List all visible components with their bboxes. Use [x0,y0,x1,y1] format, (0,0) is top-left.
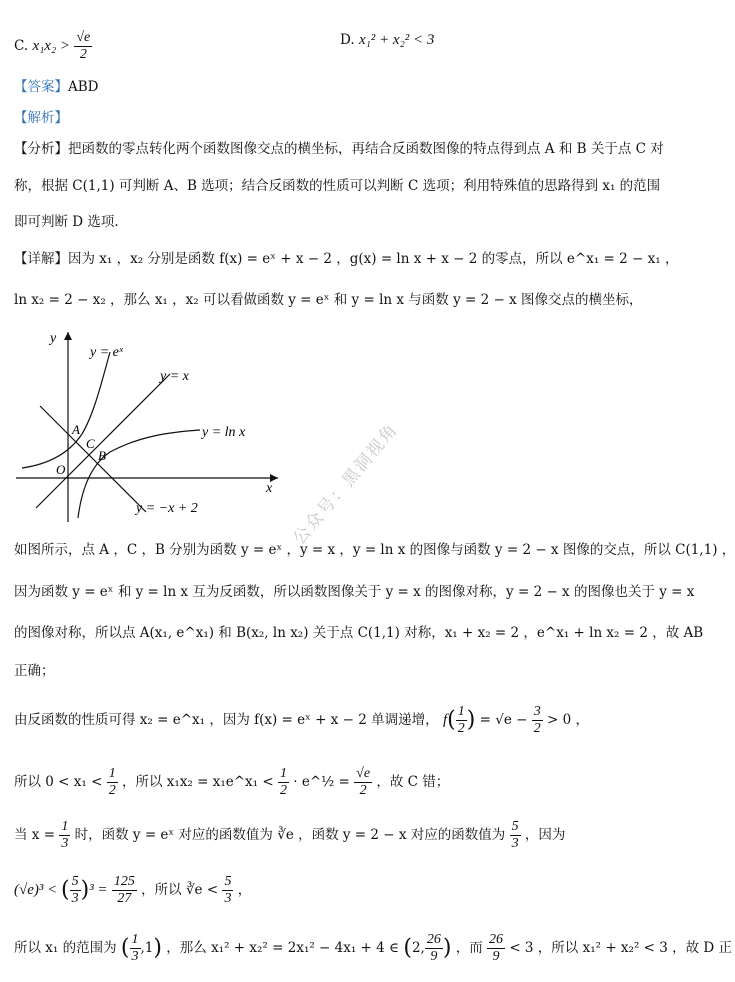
d: 3 [61,836,69,851]
n: 26 [489,932,504,947]
answer-tag: 【答案】 [14,79,68,95]
n: 26 [426,932,441,947]
one: 1 [144,940,154,956]
d: 2 [280,783,287,798]
p9-b: ，那么 x₁² + x₂² = 2x₁² − 4x₁ + 4 ∈ [166,940,400,956]
body-p6 [14,766,674,799]
p5-text: 由反函数的性质可得 x₂ = e^x₁ ，因为 f(x) = eˣ + x − 2 单调递增， [14,712,439,728]
label-line: y = −x + 2 [136,501,198,516]
point-a: A [72,422,80,437]
option-c-fraction [74,30,92,63]
n: 1 [61,819,69,834]
label-x-axis: x [266,481,273,496]
d: 9 [430,949,438,964]
p6-frac-3 [354,766,372,799]
option-c-label: C. [14,38,29,54]
frac-den: 2 [79,47,87,62]
body-p9: 所以 x₁ 的范围为 ( $\frac{1}{3}$ ,1) ，那么 x₁² + x₂² = 2x₁² − 4x₁ + 4 ∈ (2, $\frac{26}{9}$ ) ，而 $\frac{26}{9}$ < 3 ，所以 x₁² + x₂² < 3 ，故 D 正 [14,932,733,964]
watermark: 公众号：黑洞视角 [289,419,403,549]
p7-frac-five-thirds [510,819,521,852]
p8-c: ，所以 ∛e < [141,882,219,898]
fenxi-tag: 【分析】 [14,141,68,157]
detail-tag: 【详解】 [14,251,68,267]
detail-text-1: 因为 x₁ ，x₂ 分别是函数 f(x) = eˣ + x − 2 ，g(x) = ln x + x − 2 的零点，所以 e^x₁ = 2 − x₁ ， [68,251,679,267]
p6-frac-1 [107,766,118,799]
p5-end: > 0 ， [547,712,589,728]
p6-b: ，所以 x₁x₂ = x₁e^x₁ < [122,774,274,790]
d: 2 [533,721,541,736]
d: 3 [71,891,79,906]
function-graph [10,326,290,526]
p7-frac-third [59,819,70,852]
label-identity: y = x [160,369,189,384]
label-log: y = ln x [202,425,246,440]
frac-num: √e [76,30,91,45]
detail-line-2: ln x₂ = 2 − x₂ ，那么 x₁ ，x₂ 可以看做函数 y = eˣ 和 y = ln x 与函数 y = 2 − x 图像交点的横坐标， [14,292,643,308]
d: 2 [108,783,116,798]
option-d [340,30,674,50]
fenxi-text-1: 把函数的零点转化两个函数图像交点的横坐标，再结合反函数图像的特点得到点 A 和 B 关于点 C 对 [68,141,664,157]
y-axis-arrow [64,332,72,340]
body-p8: (√e)³ < ( $\frac{5}{3}$ )³ = $\frac{125}{27}$ ，所以 ∛e < $\frac{5}{3}$ ， [14,874,252,906]
d: 2 [457,721,465,736]
p8-frac-2 [112,874,137,907]
body-p2: 因为函数 y = eˣ 和 y = ln x 互为反函数，所以函数图像关于 y = x 的图像对称，y = 2 − x 的图像也关于 y = x [14,584,695,600]
answer-value: ABD [68,79,99,95]
p9-a: 所以 x₁ 的范围为 [14,940,117,956]
p8-d: ， [237,882,252,898]
fenxi-line-2: 称，根据 C(1,1) 可判断 A、B 选项；结合反函数的性质可以判断 C 选项；利用特殊值的思路得到 x₁ 的范围 [14,178,661,194]
p7-c: ，因为 [524,827,566,843]
p5-frac-three-halves [532,704,543,737]
p9-frac-2 [425,932,443,965]
p5-frac-half [456,704,467,737]
p7-b: 时，函数 y = eˣ 对应的函数值为 ∛e ，函数 y = 2 − x 对应的函数值为 [74,827,506,843]
n: 5 [224,874,232,889]
p6-a: 所以 0 < x₁ < [14,774,103,790]
p6-d: ，故 C 错； [376,774,450,790]
d: 9 [492,949,500,964]
label-exp: y = eˣ [90,345,123,360]
option-d-label: D. [340,32,355,48]
point-c: C [86,436,95,451]
n: 125 [113,874,135,889]
analysis-tag: 【解析】 [14,110,68,126]
p6-c: · e^½ = [293,774,350,790]
fenxi-line-1 [14,139,674,159]
body-p3: 的图像对称，所以点 A(x₁, e^x₁) 和 B(x₂, ln x₂) 关于点 C(1,1) 对称，x₁ + x₂ = 2 ，e^x₁ + ln x₂ = 2 ，故 AB [14,625,704,641]
n: 5 [71,874,79,889]
p9-frac-1 [130,932,141,965]
option-c-expr: x₁x₂ > [32,38,71,54]
p9-frac-3 [487,932,505,965]
n: 1 [280,766,287,781]
p9-c: ，而 [455,940,483,956]
d: 3 [131,949,139,964]
n: 5 [511,819,519,834]
p8-a: (√e)³ < [14,882,61,898]
label-y-axis: y [50,331,57,346]
d: 2 [359,783,367,798]
p5-f: f [442,712,448,728]
body-p4: 正确； [14,663,55,679]
n: 1 [457,704,465,719]
answer-line [14,77,674,97]
p8-frac-1 [70,874,81,907]
body-p7 [14,819,674,852]
p9-d: < 3 ，所以 x₁² + x₂² < 3 ，故 D 正 [509,940,733,956]
analysis-line [14,108,674,128]
body-p1: 如图所示，点 A ，C ，B 分别为函数 y = eˣ ，y = x ，y = ln x 的图像与函数 y = 2 − x 图像的交点，所以 C(1,1) ， [14,542,735,558]
p8-frac-3 [222,874,233,907]
d: 3 [224,891,232,906]
fenxi-line-3: 即可判断 D 选项. [14,214,119,230]
n: 1 [131,932,139,947]
line-identity [36,374,170,508]
d: 3 [511,836,519,851]
curve-exp [22,352,110,468]
line-neg [40,406,146,512]
p5-mid: = √e − [479,712,528,728]
option-d-expr: x₁² + x₂² < 3 [358,32,435,48]
n: √e [356,766,371,781]
d: 27 [117,891,132,906]
detail-line-1 [14,249,679,269]
sep: , [140,940,145,956]
sep: , [420,940,425,956]
point-b: B [98,448,106,463]
body-p5: 由反函数的性质可得 x₂ = e^x₁ ，因为 f(x) = eˣ + x − 2 单调递增， f( $\frac{1}{2}$ ) = √e − $\frac{3}{2}$ > 0 ， [14,704,589,736]
label-origin: O [56,462,66,477]
p7-a: 当 x = [14,827,56,843]
p6-frac-2 [278,766,289,799]
n: 1 [108,766,116,781]
n: 3 [533,704,541,719]
two: 2 [411,940,421,956]
p8-b: ³ = [89,882,108,898]
